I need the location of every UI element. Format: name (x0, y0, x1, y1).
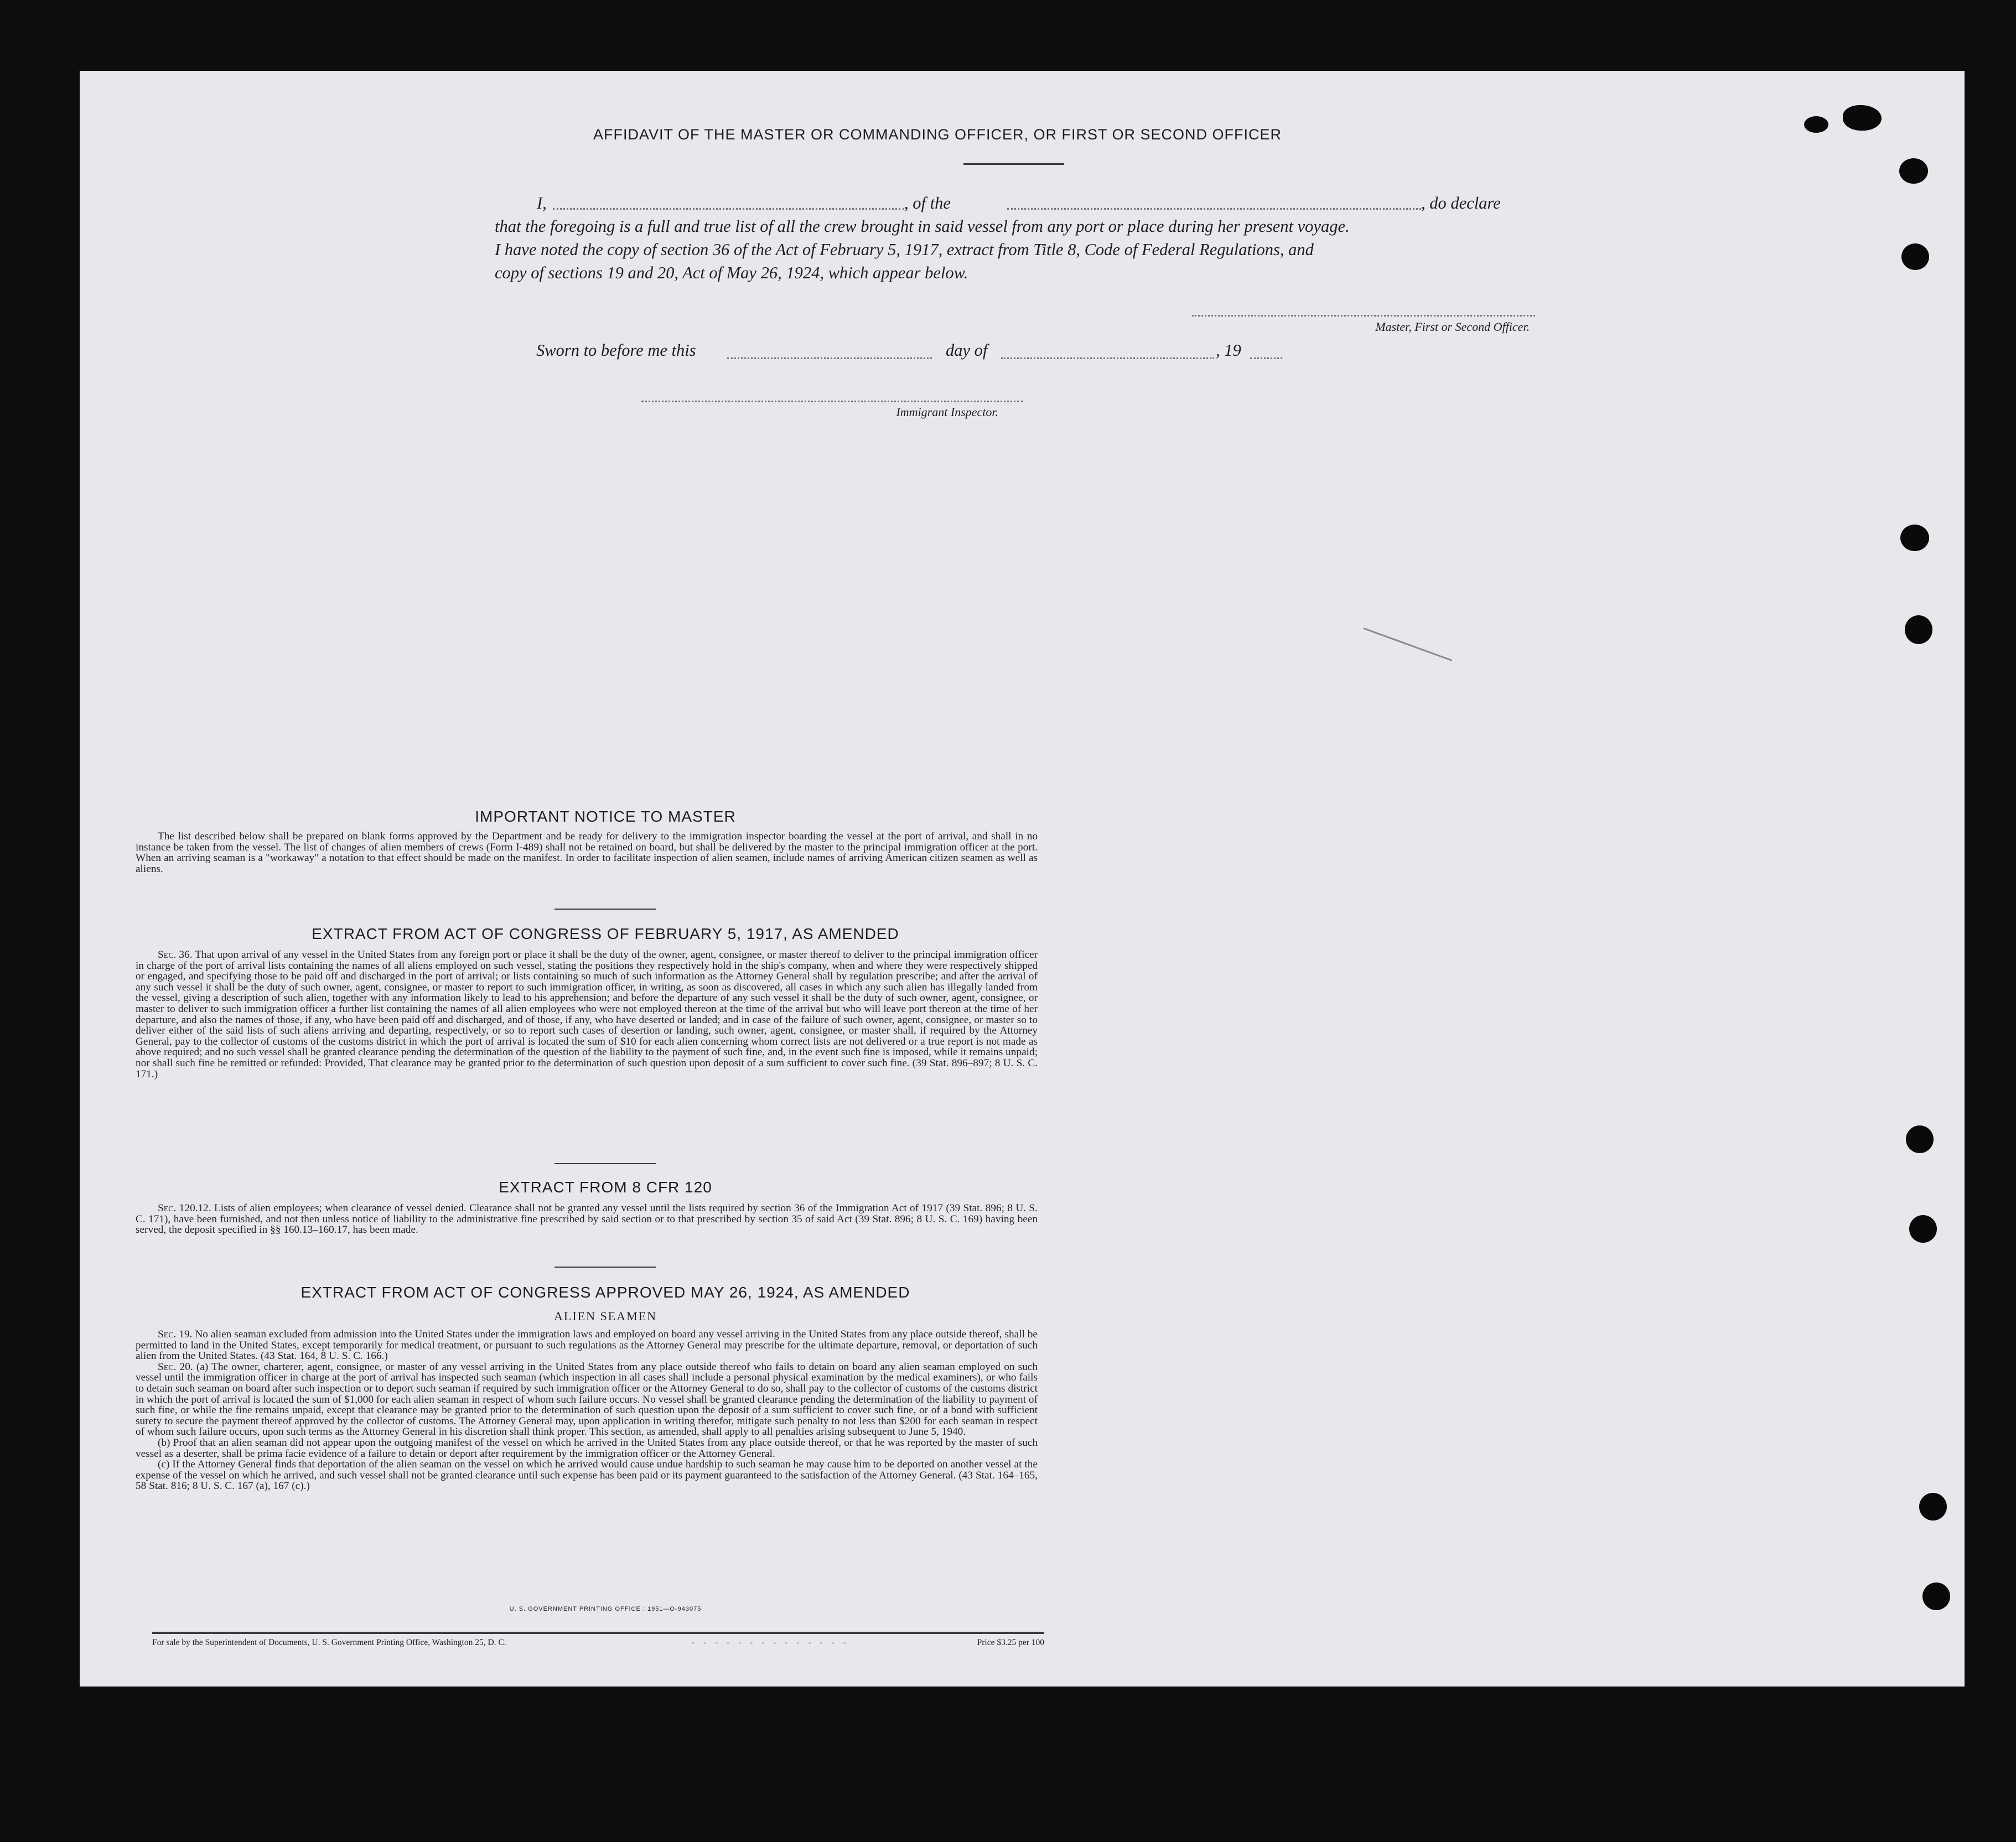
punch-hole (1919, 1493, 1947, 1521)
notice-body (136, 831, 1038, 874)
divider-2 (554, 1163, 656, 1164)
sec19-label: Sec. 19. (158, 1329, 193, 1340)
alien-seamen-subtitle: ALIEN SEAMEN (554, 1309, 657, 1323)
footer-sale-line (152, 1638, 1044, 1651)
sec19-text: No alien seaman excluded from admission into the United States under the immigration laws and employed on board any vessel arriving in the United States from any place outside thereof, shall be permitted to land in the United States, except temporarily for medical treatment, or pursuant to such regulations as the Attorney General may prescribe for the ultimate departure, removal, or deportation of such alien from the United States. (43 Stat. 164, 8 U. S. C. 166.) (136, 1329, 1038, 1362)
sec20a-paragraph (136, 1362, 1038, 1438)
extract-1917-title: EXTRACT FROM ACT OF CONGRESS OF FEBRUARY 5, 1917, AS AMENDED (312, 925, 899, 942)
sec20a-text: (a) The owner, charterer, agent, consignee, or master of any vessel arriving in the United States from any place outside thereof who fails to detain on board any alien seaman employed on such vessel until the immigration officer in charge at the port of arrival has inspected such seaman (which inspection in all cases shall include a personal physical examination by the medical examiners), or who fails to detain such seaman on board after such inspection or to deport such seaman if required by such immigration officer or the Attorney General to do so, shall pay to the collector of customs of the customs district in which the port of arrival is located the sum of $1,000 for each alien seaman in respect of whom such failure occurs. No vessel shall be granted clearance pending the determination of the liability to payment of such fine, or while the fine remains unpaid, except that clearance may be granted prior to the determination of such question upon the deposit of a sum sufficient to cover such fine, or of a bond with sufficient surety to secure the payment thereof approved by the collector of customs. The Attorney General may, upon application in writing therefor, mitigate such penalty to not less than $200 for each seaman in respect of whom such failure occurs, upon such terms as the Attorney General in his discretion shall think proper. This section, as amended, shall apply to all penalties arising subsequent to June 5, 1940. (136, 1361, 1038, 1438)
notice-paragraph: The list described below shall be prepared on blank forms approved by the Department and be ready for delivery to the immigration inspector boarding the vessel at the port of arrival, and shall in no instance be taken from the vessel. The list of changes of alien members of crews (Form I-489) shall not be retained on board, but shall be delivered by the master to the principal immigration officer at the port. When an arriving seaman is a "workaway" a notation to that effect should be made on the manifest. In order to facilitate inspection of alien seamen, include names of arriving American citizen seamen as well as aliens. (136, 831, 1038, 875)
vessel-name-field[interactable] (1007, 193, 1421, 210)
affidavit-line-3: I have noted the copy of section 36 of the Act of February 5, 1917, extract from Title 8, Code of Federal Regulations, and (495, 240, 1314, 259)
sec20-label: Sec. 20. (158, 1361, 193, 1373)
punch-hole (1843, 105, 1882, 131)
of-the-text: , of the (904, 194, 951, 212)
sworn-line (536, 341, 1422, 365)
divider-3 (554, 1267, 656, 1268)
footer-rule (152, 1632, 1044, 1634)
inspector-label: Immigrant Inspector. (896, 405, 998, 419)
declarant-prefix: I, (537, 194, 547, 212)
inspector-signature-line[interactable] (641, 401, 1023, 402)
footer-sale-text: For sale by the Superintendent of Documents, U. S. Government Printing Office, Washington 25, D. C. (152, 1638, 506, 1647)
extract-1924-title: EXTRACT FROM ACT OF CONGRESS APPROVED MAY 26, 1924, AS AMENDED (300, 1284, 910, 1301)
extract-cfr-body (136, 1203, 1038, 1236)
punch-hole (1906, 1125, 1934, 1153)
sec19-paragraph (136, 1329, 1038, 1362)
master-signature-line[interactable] (1192, 315, 1535, 316)
document-page (80, 71, 1965, 1687)
footer-price: Price $3.25 per 100 (977, 1638, 1044, 1647)
punch-hole (1901, 243, 1929, 270)
punch-hole (1909, 1215, 1937, 1243)
affidavit-title: AFFIDAVIT OF THE MASTER OR COMMANDING OFFICER, OR FIRST OR SECOND OFFICER (593, 126, 1282, 143)
punch-hole (1922, 1582, 1950, 1610)
scan-stroke (1363, 627, 1452, 661)
sec20b-paragraph: (b) Proof that an alien seaman did not appear upon the outgoing manifest of the vessel on which he arrived in the United States from any place outside thereof, or that he was reported by the master of such vessel as a deserter, shall be prima facie evidence of a failure to detain or deport after requirement by the immigration officer or the Attorney General. (136, 1436, 1038, 1460)
sec20c-paragraph: (c) If the Attorney General finds that deportation of the alien seaman on the vessel on which he arrived would cause undue hardship to such seaman he may cause him to be deported on another vessel at the expense of the vessel on which he arrived, and such vessel shall not be granted clearance until such expense has been paid or its payment guaranteed to the satisfaction of the Attorney General. (43 Stat. 164–165, 58 Stat. 816; 8 U. S. C. 167 (a), 167 (c).) (136, 1459, 1038, 1492)
sec120-text: Lists of alien employees; when clearance of vessel denied. Clearance shall not be granted any vessel until the lists required by section 36 of the Immigration Act of 1917 (39 Stat. 896; 8 U. S. C. 171), have been furnished, and not then unless notice of liability to the administrative fine prescribed by said section or to that prescribed by section 35 of said Act (39 Stat. 896; 8 U. S. C. 169) having been served, the deposit specified in §§ 160.13–160.17, has been made. (136, 1202, 1038, 1236)
affidavit-line-4: copy of sections 19 and 20, Act of May 26, 1924, which appear below. (495, 263, 968, 282)
sworn-month-field[interactable] (1001, 342, 1214, 359)
gpo-imprint: U. S. GOVERNMENT PRINTING OFFICE : 1951—O-943075 (509, 1606, 702, 1612)
master-signature-label: Master, First or Second Officer. (1375, 320, 1530, 334)
divider-1 (554, 909, 656, 910)
sworn-year-prefix: , 19 (1216, 341, 1241, 360)
sec36-label: Sec. 36. (158, 949, 193, 961)
title-underline (963, 163, 1064, 165)
punch-hole (1804, 116, 1828, 133)
sworn-day-of: day of (946, 341, 988, 360)
sec120-label: Sec. 120.12. (158, 1202, 211, 1214)
sworn-prefix: Sworn to before me this (536, 341, 696, 360)
affidavit-line-2: that the foregoing is a full and true list of all the crew brought in said vessel from any port or place during her present voyage. (495, 217, 1350, 236)
sworn-year-field[interactable] (1250, 342, 1282, 359)
sworn-date-field[interactable] (727, 342, 932, 359)
extract-1924-body (136, 1329, 1038, 1492)
extract-cfr-title: EXTRACT FROM 8 CFR 120 (499, 1179, 712, 1196)
declarant-name-field[interactable] (553, 193, 904, 210)
do-declare-text: , do declare (1421, 194, 1501, 212)
sec120-paragraph (136, 1203, 1038, 1236)
notice-title: IMPORTANT NOTICE TO MASTER (475, 808, 736, 825)
footer-leaders: - - - - - - - - - - - - - - (692, 1638, 849, 1647)
extract-1917-body (136, 949, 1038, 1080)
affidavit-text (495, 191, 1541, 284)
sec36-paragraph (136, 949, 1038, 1080)
punch-hole (1900, 525, 1929, 551)
punch-hole (1905, 615, 1932, 644)
sec36-text: That upon arrival of any vessel in the United States from any foreign port or place it shall be the duty of the owner, agent, consignee, or master thereof to deliver to the principal immigration officer in charge of the port of arrival lists containing the names of all aliens employed on such vessel, stating the positions they respectively hold in the ship's company, when and where they were respectively shipped or engaged, and specifying those to be paid off and discharged in the port of arrival; or lists containing so much of such information as the Attorney General shall by regulation prescribe; and after the arrival of any such vessel it shall be the duty of such owner, agent, consignee, or master to report to such immigration officer, in writing, as soon as discovered, all cases in which any such alien has illegally landed from the vessel, giving a description of such alien, together with any information likely to lead to his apprehension; and before the departure of any such vessel it shall be the duty of such owner, agent, consignee, or master to deliver to such immigration officer a further list containing the names of all alien employees who were not employed thereon at the time of the arrival but who will leave port thereon at the time of her departure, and also the names of those, if any, who have been paid off and discharged, and of those, if any, who have deserted or landed; and in case of the failure of such owner, agent, consignee, or master so to deliver either of the said lists of such aliens arriving and departing, respectively, or so to report such cases of desertion or landing, such owner, agent, consignee, or master shall, if required by the Attorney General, pay to the collector of customs of the customs district in which the port of arrival is located the sum of $10 for each alien concerning whom correct lists are not delivered or a true report is not made as above required; and no such vessel shall be granted clearance pending the determination of the question of the liability to the payment of such fine, and, in the event such fine is imposed, while it remains unpaid; nor shall such fine be remitted or refunded: Provided, That clearance may be granted prior to the determination of such question upon deposit of a sum sufficient to cover such fine. (39 Stat. 896–897; 8 U. S. C. 171.) (136, 949, 1038, 1080)
punch-hole (1899, 158, 1928, 184)
